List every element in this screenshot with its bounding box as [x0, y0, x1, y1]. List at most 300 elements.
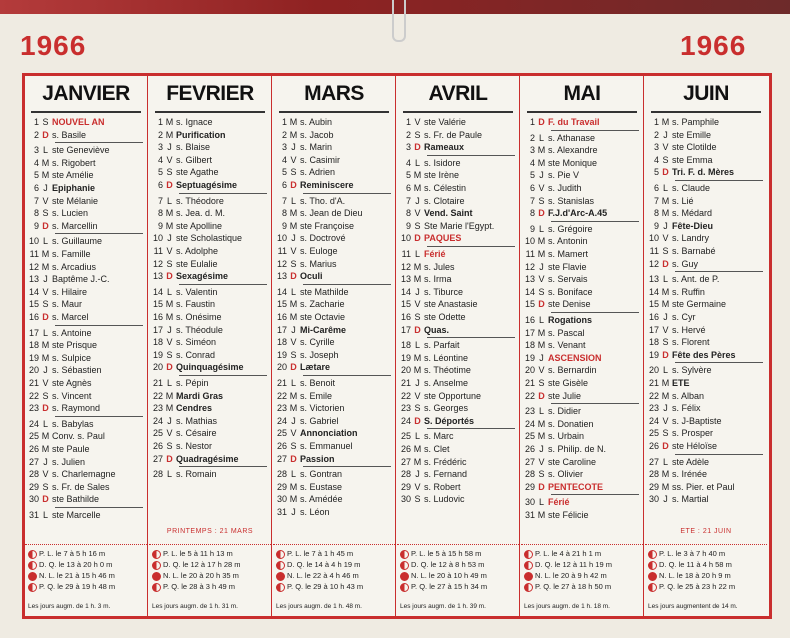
day-row — [645, 349, 763, 361]
day-number: 25 — [524, 431, 535, 442]
day-row — [645, 273, 763, 285]
saint-name: NOUVEL AN — [52, 117, 105, 127]
month-underline — [651, 111, 761, 113]
day-number: 13 — [524, 274, 535, 285]
day-row — [25, 443, 143, 455]
moon-phase-row — [648, 548, 766, 559]
day-number: 21 — [524, 378, 535, 388]
weekday-letter: J — [663, 220, 668, 231]
weekday-letter: D — [414, 142, 421, 153]
weekday-letter: L — [662, 365, 668, 376]
weekday-letter: M — [661, 195, 670, 206]
saint-name: s. Sulpice — [52, 352, 92, 363]
saint-name: ste Monique — [548, 157, 598, 168]
day-number: 12 — [28, 261, 39, 272]
day-row — [521, 116, 639, 128]
weekday-letter: M — [537, 157, 546, 168]
saint-name: s. Antonin — [548, 236, 588, 247]
day-row — [25, 364, 143, 376]
day-row — [521, 223, 639, 235]
month-column-janvier — [25, 76, 148, 616]
day-number: 15 — [524, 299, 535, 310]
weekday-letter: D — [290, 180, 297, 190]
day-row — [25, 377, 143, 389]
day-row — [149, 440, 267, 452]
day-number: 4 — [653, 154, 659, 165]
day-number: 30 — [28, 494, 39, 505]
weekday-letter: V — [414, 208, 421, 219]
weekday-letter: J — [291, 324, 296, 335]
weekday-letter: S — [662, 246, 669, 256]
weekday-letter: S — [414, 312, 421, 322]
saint-name: s. Clet — [424, 444, 450, 454]
saint-name: s. Arcadius — [52, 261, 97, 272]
month-name: MAI — [563, 82, 601, 105]
day-row — [397, 377, 515, 389]
moon-phase-icon — [524, 572, 533, 581]
moon-phase-icon — [152, 561, 161, 570]
month-name: AVRIL — [428, 82, 488, 105]
weekday-letter: M — [661, 378, 670, 388]
day-row — [521, 261, 639, 273]
moon-phase-row — [400, 548, 518, 559]
weekday-letter: J — [291, 507, 296, 517]
month-column-fevrier — [149, 76, 272, 616]
day-number: 30 — [276, 494, 287, 505]
moon-phase-text: P. Q. le 28 à 3 h 49 m — [163, 582, 235, 591]
day-row — [397, 415, 515, 427]
day-number: 5 — [529, 170, 535, 181]
saint-name: s. Lié — [672, 195, 694, 206]
moon-phase-icon — [524, 561, 533, 570]
saint-name: ste Eulalie — [176, 258, 218, 269]
weekday-letter: S — [166, 167, 173, 178]
day-number: 27 — [152, 453, 163, 464]
week-separator — [303, 193, 391, 194]
weekday-letter: M — [661, 299, 670, 310]
month-name: JANVIER — [42, 82, 130, 105]
weekday-letter: S — [166, 258, 173, 269]
day-number: 9 — [653, 220, 659, 231]
day-row — [25, 144, 143, 156]
weekday-letter: J — [415, 195, 420, 206]
weekday-letter: D — [166, 362, 173, 373]
weekday-letter: J — [43, 274, 48, 285]
day-number: 22 — [648, 390, 659, 401]
day-number: 23 — [28, 403, 39, 414]
day-row — [397, 207, 515, 219]
day-number: 7 — [281, 195, 287, 206]
saint-name: s. Siméon — [176, 337, 217, 348]
saint-name: s. Vincent — [52, 390, 92, 401]
day-row — [273, 349, 391, 361]
day-row — [397, 248, 515, 260]
moon-phases-box — [273, 544, 395, 617]
saint-name: s. Philip. de N. — [548, 444, 607, 454]
daylight-note: Les jours augm. de 1 h. 39 m. — [400, 603, 486, 610]
saint-name: s. Hervé — [672, 324, 706, 335]
day-row — [25, 248, 143, 260]
week-separator — [551, 221, 639, 222]
weekday-letter: S — [166, 441, 173, 451]
moon-phase-text: P. Q. le 29 à 10 h 43 m — [287, 582, 364, 591]
saint-name: s. Nestor — [176, 441, 213, 451]
day-row — [397, 182, 515, 194]
weekday-letter: L — [166, 195, 172, 206]
weekday-letter: S — [538, 286, 545, 297]
weekday-letter: M — [537, 510, 546, 520]
day-row — [149, 286, 267, 298]
saint-name: Cendres — [176, 403, 213, 414]
day-number: 12 — [400, 261, 411, 272]
moon-phase-row — [152, 570, 270, 581]
weekday-letter: M — [413, 261, 422, 272]
day-number: 22 — [28, 390, 39, 401]
weekday-letter: M — [661, 469, 670, 480]
day-number: 12 — [152, 258, 163, 269]
moon-phase-icon — [152, 572, 161, 581]
moon-phase-text: N. L. le 20 à 20 h 35 m — [163, 571, 239, 580]
hanging-hook — [392, 0, 406, 42]
saint-name: s. Cyr — [672, 312, 696, 322]
weekday-letter: D — [538, 117, 545, 127]
day-number: 13 — [648, 274, 659, 285]
day-number: 20 — [152, 362, 163, 373]
saint-name: s. Ignace — [176, 117, 213, 127]
saint-name: s. Médard — [672, 208, 713, 219]
weekday-letter: L — [414, 340, 420, 351]
day-row — [25, 468, 143, 480]
moon-phase-row — [400, 570, 518, 581]
weekday-letter: M — [165, 117, 174, 127]
weekday-letter: D — [42, 403, 49, 414]
weekday-letter: M — [289, 312, 298, 322]
saint-name: ste Julie — [548, 390, 582, 401]
day-number: 4 — [529, 157, 535, 168]
weekday-letter: D — [290, 362, 297, 373]
weekday-letter: V — [414, 481, 421, 492]
saint-name: s. Sébastien — [52, 365, 102, 376]
day-number: 11 — [649, 246, 659, 256]
day-number: 14 — [152, 286, 163, 297]
day-row — [397, 286, 515, 298]
month-name: FEVRIER — [166, 82, 254, 105]
day-row — [273, 245, 391, 257]
day-number: 9 — [33, 220, 39, 231]
saint-name: s. Georges — [424, 403, 469, 414]
weekday-letter: S — [290, 167, 297, 178]
day-number: 25 — [276, 428, 287, 439]
moon-phase-text: D. Q. le 11 à 4 h 58 m — [659, 560, 732, 569]
weekday-letter: M — [661, 286, 670, 297]
moon-phase-text: D. Q. le 12 à 8 h 53 m — [411, 560, 485, 569]
saint-name: s. Ant. de P. — [672, 274, 720, 285]
saint-name: ste Mathilde — [300, 286, 349, 297]
moon-phase-icon — [152, 550, 161, 559]
weekday-letter: V — [42, 195, 49, 206]
day-row — [149, 245, 267, 257]
moon-phase-icon — [28, 550, 37, 559]
day-row — [25, 418, 143, 430]
weekday-letter: M — [661, 390, 670, 401]
day-row — [645, 440, 763, 452]
month-column-mai — [521, 76, 644, 616]
saint-name: ste Félicie — [548, 510, 589, 520]
day-number: 25 — [400, 431, 411, 442]
week-separator — [675, 271, 763, 272]
weekday-letter: V — [290, 428, 297, 439]
moon-phase-row — [524, 570, 642, 581]
saint-name: s. Guy — [672, 258, 699, 269]
saint-name: s. Théodore — [176, 195, 224, 206]
day-number: 10 — [276, 233, 287, 244]
weekday-letter: V — [42, 469, 49, 480]
day-row — [645, 402, 763, 414]
day-row — [397, 324, 515, 336]
month-underline — [31, 111, 141, 113]
day-row — [149, 116, 267, 128]
week-separator — [427, 337, 515, 338]
saint-name: ste Irène — [424, 170, 460, 181]
day-row — [521, 195, 639, 207]
weekday-letter: M — [661, 117, 670, 127]
moon-phases-box — [645, 544, 767, 617]
saint-name: s. Raymond — [52, 403, 101, 414]
day-number: 13 — [152, 271, 163, 282]
day-number: 21 — [28, 378, 39, 388]
day-row — [273, 506, 391, 518]
day-row — [149, 311, 267, 323]
weekday-letter: L — [414, 431, 420, 442]
saint-name: s. Florent — [672, 337, 710, 348]
day-number: 30 — [648, 494, 659, 505]
week-separator — [55, 507, 143, 508]
weekday-letter: D — [662, 441, 669, 451]
day-row — [273, 116, 391, 128]
day-number: 2 — [33, 129, 39, 140]
day-number: 30 — [524, 497, 535, 508]
weekday-letter: S — [414, 403, 421, 414]
day-row — [521, 377, 639, 389]
day-row — [149, 179, 267, 191]
week-separator — [55, 416, 143, 417]
day-number: 18 — [152, 337, 163, 348]
day-number: 26 — [648, 441, 659, 451]
saint-name: ste Agnès — [52, 378, 92, 388]
day-number: 2 — [157, 129, 163, 140]
saint-name: PAQUES — [424, 233, 462, 244]
day-row — [645, 220, 763, 232]
day-number: 3 — [653, 142, 659, 153]
day-number: 26 — [276, 441, 287, 451]
day-row — [645, 415, 763, 427]
month-column-juin — [645, 76, 767, 616]
saint-name: s. Gabriel — [300, 415, 339, 426]
saint-name: ste Opportune — [424, 390, 482, 401]
weekday-letter: M — [41, 170, 50, 181]
day-number: 5 — [33, 170, 39, 181]
weekday-letter: J — [291, 415, 296, 426]
day-number: 1 — [529, 117, 535, 127]
day-number: 12 — [648, 258, 659, 269]
day-number: 10 — [524, 236, 535, 247]
day-number: 14 — [276, 286, 287, 297]
day-row — [149, 415, 267, 427]
saint-name: Vend. Saint — [424, 208, 473, 219]
weekday-letter: L — [414, 157, 420, 168]
moon-phase-icon — [648, 550, 657, 559]
moon-phase-text: D. Q. le 12 à 11 h 19 m — [535, 560, 612, 569]
day-number: 1 — [653, 117, 659, 127]
day-number: 1 — [405, 117, 411, 127]
day-number: 18 — [400, 340, 411, 351]
day-number: 3 — [529, 145, 535, 156]
weekday-letter: V — [166, 428, 173, 439]
day-number: 16 — [400, 312, 411, 322]
moon-phase-text: P. L. le 3 à 7 h 40 m — [659, 549, 726, 558]
day-row — [645, 481, 763, 493]
daylight-note: Les jours augm. de 1 h. 48 m. — [276, 603, 362, 610]
day-row — [149, 129, 267, 141]
moon-phase-row — [276, 559, 394, 570]
day-number: 27 — [400, 456, 411, 467]
moon-phase-text: P. Q. le 27 à 15 h 34 m — [411, 582, 488, 591]
saint-name: PENTECOTE — [548, 481, 604, 492]
saint-name: Quadragésime — [176, 453, 239, 464]
week-separator — [55, 142, 143, 143]
day-row — [273, 298, 391, 310]
day-row — [25, 182, 143, 194]
saint-name: ste Bathilde — [52, 494, 100, 505]
moon-phase-row — [524, 548, 642, 559]
saint-name: Reminiscere — [300, 180, 354, 190]
day-row — [521, 443, 639, 455]
weekday-letter: L — [166, 286, 172, 297]
weekday-letter: M — [165, 220, 174, 231]
day-number: 15 — [276, 299, 287, 310]
saint-name: ss. Pier. et Paul — [672, 481, 735, 492]
weekday-letter: S — [662, 154, 669, 165]
saint-name: s. Didier — [548, 406, 582, 417]
weekday-letter: J — [291, 142, 296, 153]
moon-phase-text: N. L. le 20 à 9 h 42 m — [535, 571, 607, 580]
day-row — [273, 232, 391, 244]
saint-name: Tri. F. d. Mères — [672, 167, 735, 178]
saint-name: S. Déportés — [424, 415, 475, 426]
weekday-letter: J — [539, 261, 544, 272]
day-number: 9 — [529, 223, 535, 234]
weekday-letter: M — [41, 157, 50, 168]
saint-name: ste Agathe — [176, 167, 219, 178]
day-number: 29 — [276, 481, 287, 492]
day-number: 12 — [524, 261, 535, 272]
moon-phase-icon — [276, 561, 285, 570]
weekday-letter: M — [413, 444, 422, 454]
saint-name: s. Jules — [424, 261, 455, 272]
saint-name: s. Marcel — [52, 312, 89, 322]
day-number: 8 — [529, 208, 535, 219]
day-row — [149, 298, 267, 310]
day-row — [397, 493, 515, 505]
saint-name: Septuagésime — [176, 180, 238, 190]
day-number: 6 — [33, 183, 39, 193]
weekday-letter: M — [537, 145, 546, 156]
moon-phases-box — [25, 544, 147, 617]
daylight-note: Les jours augmentent de 14 m. — [648, 603, 738, 610]
day-number: 11 — [29, 249, 39, 259]
saint-name: s. Mamert — [548, 249, 589, 259]
weekday-letter: M — [41, 249, 50, 259]
day-number: 8 — [33, 208, 39, 219]
week-separator — [179, 466, 267, 467]
day-number: 21 — [648, 378, 659, 388]
saint-name: s. Léon — [300, 507, 330, 517]
saint-name: s. Alexandre — [548, 145, 598, 156]
day-number: 12 — [276, 258, 287, 269]
day-row — [521, 456, 639, 468]
saint-name: ste Caroline — [548, 456, 597, 467]
moon-phase-text: P. Q. le 29 à 19 h 48 m — [39, 582, 116, 591]
day-row — [149, 427, 267, 439]
day-number: 4 — [157, 154, 163, 165]
moon-phase-text: D. Q. le 14 à 4 h 19 m — [287, 560, 361, 569]
saint-name: s. Clotaire — [424, 195, 465, 206]
moon-phase-text: N. L. le 18 à 20 h 9 m — [659, 571, 731, 580]
saint-name: s. Doctrové — [300, 233, 346, 244]
saint-name: s. Jacob — [300, 129, 334, 140]
day-number: 7 — [405, 195, 411, 206]
day-number: 5 — [157, 167, 163, 178]
saint-name: s. Charlemagne — [52, 469, 116, 480]
weekday-letter: D — [414, 324, 421, 335]
day-row — [645, 195, 763, 207]
day-number: 10 — [28, 236, 39, 247]
day-row — [645, 116, 763, 128]
weekday-letter: D — [662, 349, 669, 360]
day-row — [149, 468, 267, 480]
saint-name: ASCENSION — [548, 352, 602, 363]
day-row — [149, 377, 267, 389]
moon-phase-icon — [28, 583, 37, 592]
day-number: 13 — [400, 274, 411, 285]
day-row — [273, 468, 391, 480]
year-left: 1966 — [20, 30, 87, 61]
week-separator — [675, 362, 763, 363]
day-number: 8 — [157, 208, 163, 219]
saint-name: ste Denise — [548, 299, 591, 310]
saint-name: s. Faustin — [176, 299, 216, 310]
day-number: 25 — [152, 428, 163, 439]
weekday-letter: S — [42, 390, 49, 401]
moon-phase-icon — [276, 572, 285, 581]
saint-name: s. Valentin — [176, 286, 218, 297]
day-number: 14 — [28, 286, 39, 297]
day-number: 15 — [152, 299, 163, 310]
day-row — [397, 481, 515, 493]
week-separator — [55, 325, 143, 326]
saint-name: s. J-Baptiste — [672, 415, 722, 426]
moon-phase-text: N. L. le 22 à 4 h 46 m — [287, 571, 359, 580]
moon-phase-row — [648, 570, 766, 581]
saint-name: ste Amélie — [52, 170, 94, 181]
day-row — [645, 456, 763, 468]
weekday-letter: J — [415, 378, 420, 388]
weekday-letter: L — [538, 406, 544, 417]
day-number: 31 — [28, 510, 39, 520]
moon-phase-row — [524, 581, 642, 592]
weekday-letter: J — [539, 444, 544, 454]
moon-phase-icon — [524, 583, 533, 592]
